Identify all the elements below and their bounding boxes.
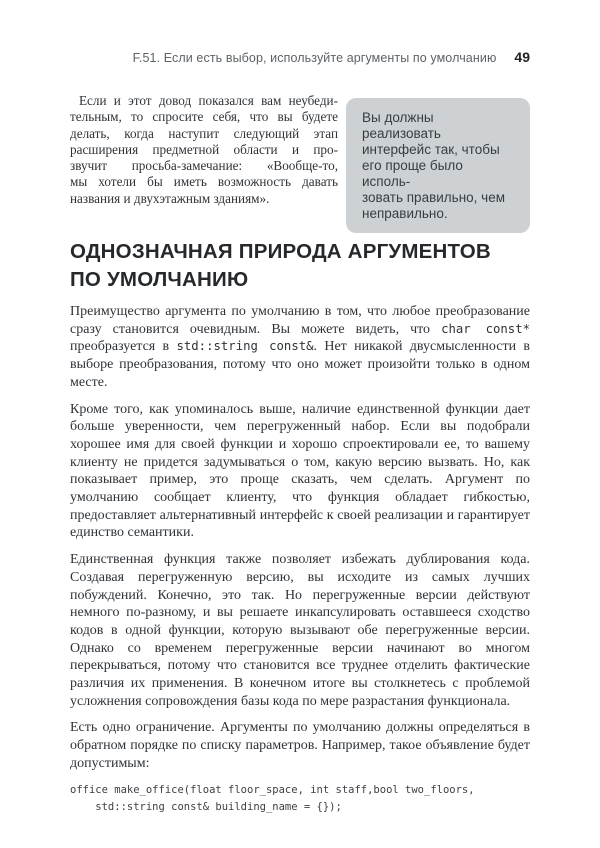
code-block: office make_office(float floor_space, int staff,bool two_floors, std::string const& building_name = {}); — [70, 783, 475, 813]
intro-section — [70, 93, 530, 233]
callout-box: Вы должны реализовать интерфейс так, чтобы его проще было исполь- зовать правильно, чем неправильно. — [346, 98, 530, 233]
body-paragraph-1: Преимущество аргумента по умолчанию в том, что любое преобразование сразу становится очевидным. Вы можете видеть, что char const* преобразуется в std::string const&. Нет никакой двусмысленности в выборе преобразования, потому что оно может произойти только в одном месте. — [70, 304, 531, 390]
body-paragraph-2: Кроме того, как упоминалось выше, наличие единственной функции дает больше уверенности, чем перегруженный набор. Если вы подобрали хорошее имя для своей функции и хорошо спроектировали ее, то вашему клиенту не придется задумываться о том, какую версию вызвать. Но, как показывает пример, это проще сказать, чем сделать. Аргумент по умолчанию сообщает клиенту, что функция обладает гибкостью, предоставляет альтернативный интерфейс к своей реализации и гарантирует единство семантики. — [70, 401, 530, 541]
body-paragraph-4: Есть одно ограничение. Аргументы по умолчанию должны определяться в обратном порядке по списку параметров. Например, такое объявление будет допустимым: — [70, 720, 530, 771]
body-paragraph-3: Единственная функция также позволяет избежать дублирования кода. Создавая перегруженную версию, вы исходите из самых лучших побуждений. Конечно, это так. Но перегруженные версии действуют немного по-разному, и вы решаете инкапсулировать оставшееся сходство кодов в одной функции, которую вызывают обе перегруженные версии. Однако со временем перегруженные версии начинают во многом перекрываться, потому что становится все труднее отделить фактические различия их применения. В конечном итоге вы столкнетесь с проблемой усложнения сопровождения базы кода по мере разрастания функционала. — [70, 552, 530, 709]
intro-paragraph: Если и этот довод показался вам неубеди- тельным, то спросите себя, что вы будете делать, когда наступит следующий этап расширения предметной области и про- звучит просьба-замечание: «Вообще-то, мы хотели бы иметь возможность давать названия и двухэтажным зданиям». — [70, 93, 338, 206]
running-title: F.51. Если есть выбор, используйте аргументы по умолчанию — [132, 51, 497, 65]
body-text — [70, 303, 530, 816]
page-header — [70, 49, 530, 65]
section-heading: ОДНОЗНАЧНАЯ ПРИРОДА АРГУМЕНТОВ ПО УМОЛЧАНИЮ — [70, 240, 491, 291]
page-number: 49 — [514, 49, 530, 65]
